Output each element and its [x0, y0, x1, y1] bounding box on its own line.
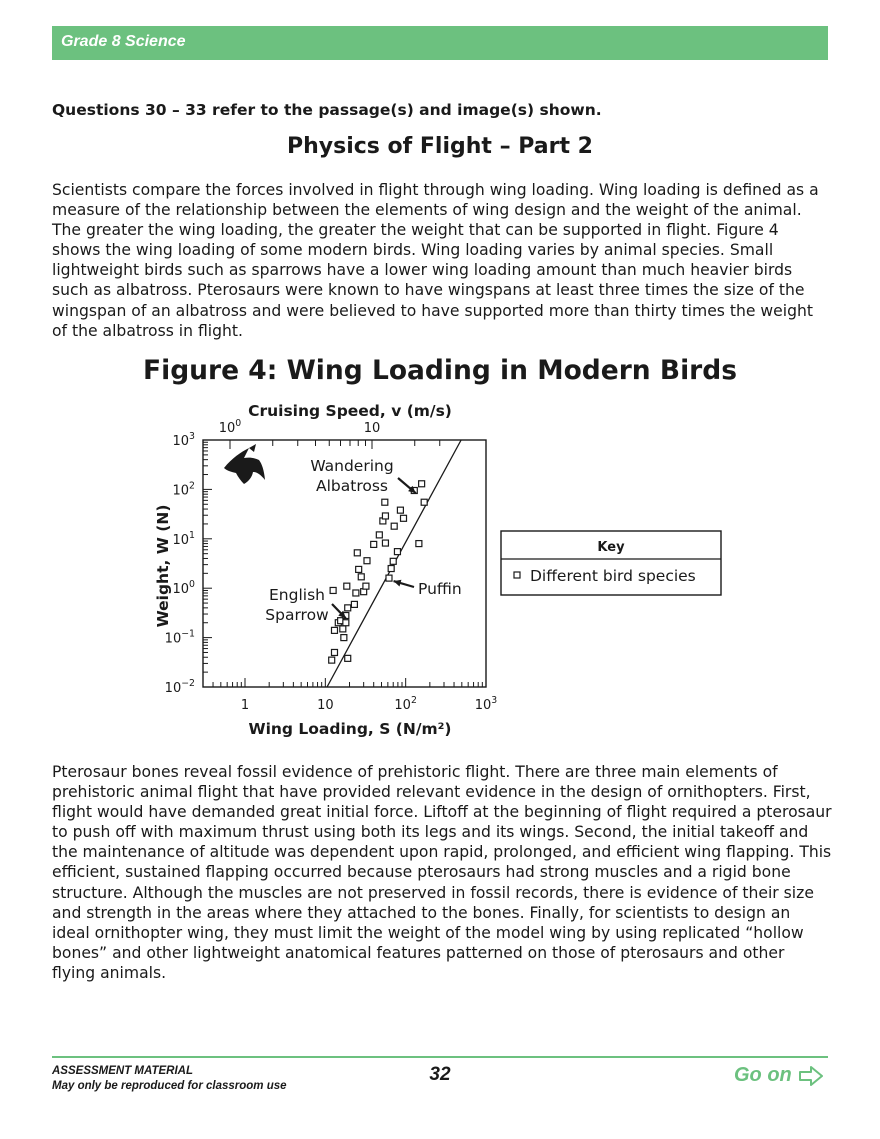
- top-axis-label: Cruising Speed, v (m/s): [248, 402, 452, 420]
- data-point: [397, 507, 403, 513]
- go-on-label: Go on: [734, 1064, 792, 1086]
- questions-instruction: Questions 30 – 33 refer to the passage(s) and image(s) shown.: [52, 101, 602, 119]
- data-point: [329, 657, 335, 663]
- data-point: [351, 601, 357, 607]
- data-point: [358, 574, 364, 580]
- data-point: [386, 575, 392, 581]
- data-point: [331, 649, 337, 655]
- annotation-english-sparrow: English Sparrow: [265, 586, 329, 624]
- data-point: [353, 590, 359, 596]
- data-point: [371, 541, 377, 547]
- data-point: [388, 566, 394, 572]
- data-point: [343, 620, 349, 626]
- legend-entry: Different bird species: [530, 567, 696, 585]
- data-point: [376, 532, 382, 538]
- assessment-material-label: ASSESSMENT MATERIAL: [52, 1065, 193, 1077]
- data-point: [391, 523, 397, 529]
- data-point: [330, 587, 336, 593]
- y-tick-label: $10^0$: [172, 579, 195, 598]
- footer-divider: [52, 1056, 828, 1058]
- data-point: [419, 481, 425, 487]
- y-tick-label: $10^{-1}$: [164, 628, 195, 647]
- data-point: [341, 635, 347, 641]
- annotation-wandering-albatross: Wandering Albatross: [310, 457, 394, 495]
- x-tick-label: 1: [240, 698, 250, 713]
- figure-title: Figure 4: Wing Loading in Modern Birds: [143, 355, 737, 386]
- subject-label: Grade 8 Science: [61, 33, 186, 50]
- y-tick-label: $10^2$: [172, 480, 195, 499]
- y-tick-label: $10^{-2}$: [164, 678, 195, 696]
- data-point: [356, 566, 362, 572]
- data-point: [394, 549, 400, 555]
- data-point: [354, 550, 360, 556]
- data-point: [363, 583, 369, 589]
- x-axis-label: Wing Loading, S (N/m²): [248, 720, 452, 738]
- go-on-prompt: [734, 1064, 824, 1087]
- data-point: [345, 655, 351, 661]
- legend-title: Key: [597, 540, 625, 555]
- data-point: [401, 515, 407, 521]
- right-arrow-outline-icon: [798, 1066, 824, 1086]
- top-tick-label: $10^0$: [218, 418, 242, 436]
- x-tick-label: $10^3$: [474, 695, 498, 713]
- data-point: [421, 499, 427, 505]
- bird-silhouette-icon: [224, 444, 265, 484]
- top-tick-label: 10: [363, 421, 381, 436]
- y-tick-label: $10^3$: [172, 431, 195, 449]
- reproduction-notice: May only be reproduced for classroom use: [52, 1080, 287, 1092]
- paragraph-1: Scientists compare the forces involved in flight through wing loading. Wing loading is defined as a measure of the relationship between the elements of wing design and the weight of the animal. The greater the wing loading, the greater the weight that can be supported in flight. Figure 4 shows the wing loading of some modern birds. Wing loading varies by animal species. Small lightweight birds such as sparrows have a lower wing loading amount than much heavier birds such as albatross. Pterosaurs were known to have wingspans at least three times the size of the wingspan of an albatross and were believed to have supported more than thirty times the weight of the albatross in flight.: [52, 181, 819, 340]
- annotation-puffin: Puffin: [418, 580, 462, 598]
- data-point: [382, 540, 388, 546]
- x-tick-label: 10: [317, 698, 334, 713]
- page-number: 32: [429, 1064, 451, 1085]
- data-point: [340, 626, 346, 632]
- data-point: [345, 605, 351, 611]
- data-point: [390, 558, 396, 564]
- passage-title: Physics of Flight – Part 2: [287, 134, 593, 159]
- x-tick-label: $10^2$: [394, 695, 417, 713]
- data-point: [382, 499, 388, 505]
- data-point: [364, 558, 370, 564]
- paragraph-2: Pterosaur bones reveal fossil evidence of prehistoric flight. There are three main elements of prehistoric animal flight that have provided relevant evidence in the design of ornithopters. First, flight would have demanded great initial force. Liftoff at the beginning of flight required a pterosaur to push off with maximum thrust using both its legs and its wings. Second, the initial takeoff and the maintenance of altitude was dependent upon rapid, prolonged, and efficient wing flapping. This efficient, sustained flapping occurred because pterosaurs had strong muscles and a rigid bone structure. Although the muscles are not preserved in fossil records, there is evidence of their size and strength in the areas where they attached to the bones. Finally, for scientists to design an ideal ornithopter wing, they must limit the weight of the model wing by using replicated “hollow bones” and other lightweight anatomical features patterned on those of pterosaurs and other flying animals.: [52, 763, 832, 982]
- data-point: [344, 583, 350, 589]
- data-point: [416, 541, 422, 547]
- legend-marker: [514, 572, 520, 578]
- y-tick-label: $10^1$: [172, 529, 195, 548]
- y-axis-label: Weight, W (N): [154, 504, 172, 628]
- data-point: [382, 513, 388, 519]
- data-point: [331, 627, 337, 633]
